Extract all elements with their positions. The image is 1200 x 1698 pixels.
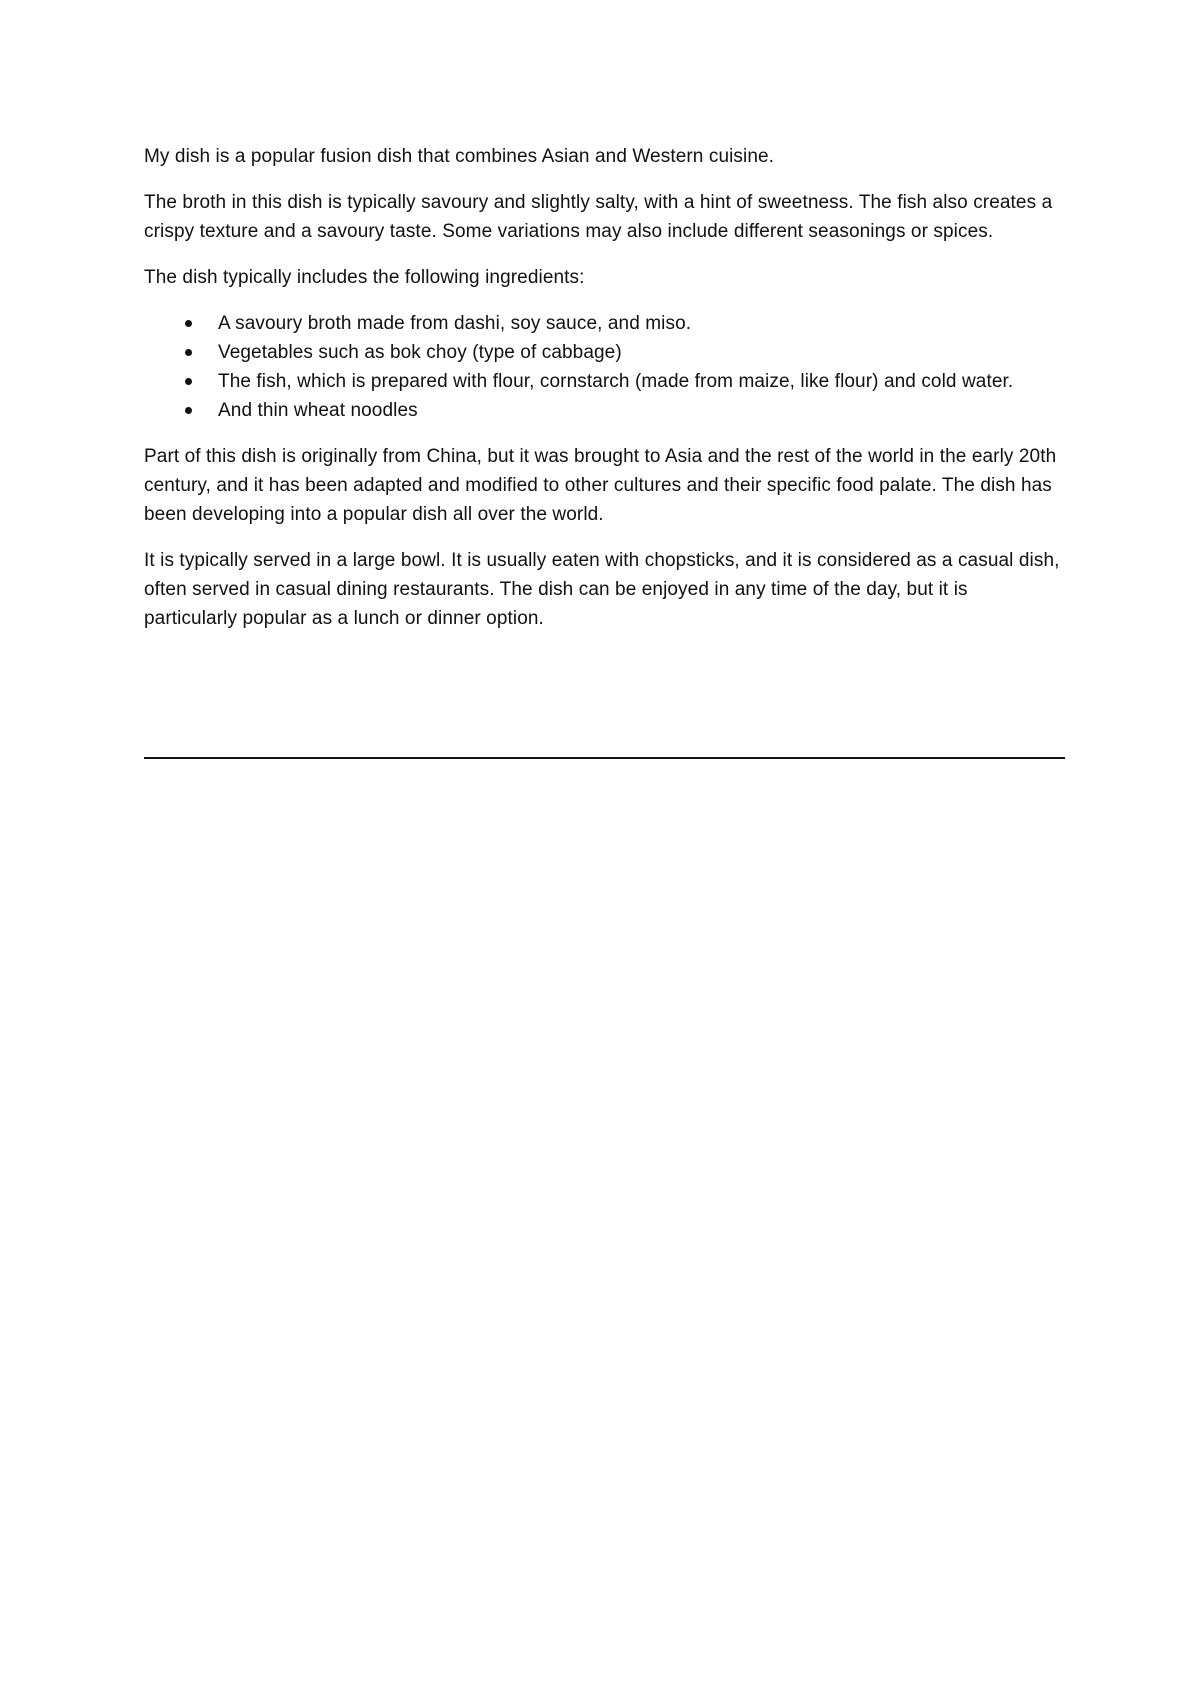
broth-paragraph: The broth in this dish is typically savoury and slightly salty, with a hint of sweetness. The fish also creates a crispy texture and a savoury taste. Some variations may also include different seasonings or spices. [144, 192, 1053, 242]
document-body [144, 142, 1064, 650]
bullet-icon [185, 407, 192, 414]
horizontal-rule [144, 757, 1065, 759]
bullet-icon [185, 320, 192, 327]
list-item [144, 309, 1064, 338]
intro-paragraph: My dish is a popular fusion dish that combines Asian and Western cuisine. [144, 146, 775, 167]
bullet-icon [185, 349, 192, 356]
list-item [144, 338, 1064, 367]
bullet-icon [185, 378, 192, 385]
list-item-text: And thin wheat noodles [218, 400, 418, 421]
ingredients-list [144, 309, 1064, 425]
list-item [144, 396, 1064, 425]
list-item-text: A savoury broth made from dashi, soy sauce, and miso. [218, 313, 692, 334]
list-item-text: Vegetables such as bok choy (type of cabbage) [218, 342, 622, 363]
ingredients-intro: The dish typically includes the following ingredients: [144, 267, 585, 288]
list-item-text: The fish, which is prepared with flour, cornstarch (made from maize, like flour) and cold water. [218, 371, 1014, 392]
list-item [144, 367, 1064, 396]
serving-paragraph: It is typically served in a large bowl. It is usually eaten with chopsticks, and it is considered as a casual dish, often served in casual dining restaurants. The dish can be enjoyed in any time of the day, but it is particularly popular as a lunch or dinner option. [144, 550, 1060, 629]
history-paragraph: Part of this dish is originally from China, but it was brought to Asia and the rest of the world in the early 20th century, and it has been adapted and modified to other cultures and their specific food palate. The dish has been developing into a popular dish all over the world. [144, 446, 1057, 525]
